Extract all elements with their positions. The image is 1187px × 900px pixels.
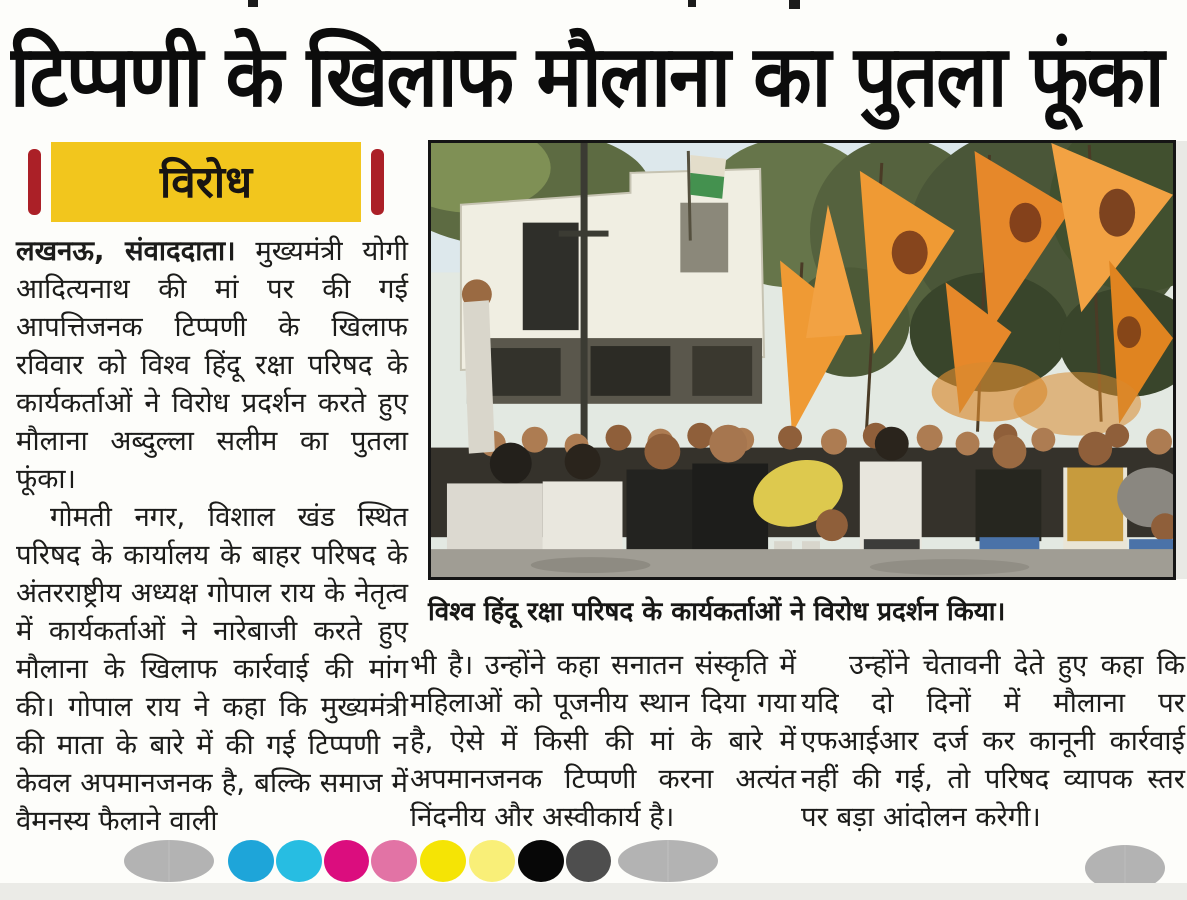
article-paragraph: गोमती नगर, विशाल खंड स्थित परिषद के कार्यालय के बाहर परिषद के अंतरराष्ट्रीय अध्यक्ष गोपाल राय के नेतृत्व में कार्यकर्ताओं ने नारेबाजी करते हुए मौलाना के खिलाफ कार्रवाई की मांग की। गोपाल राय ने कहा कि मुख्यमंत्री की माता के बारे में की गई टिप्पणी न केवल अपमानजनक है, बल्कि समाज में वैमनस्य फैलाने वाली bbox=[16, 501, 408, 837]
article-paragraph bbox=[16, 232, 408, 498]
badge-left-bar bbox=[28, 149, 41, 215]
badge-plate bbox=[51, 142, 361, 222]
photo-road bbox=[431, 549, 1173, 577]
badge-right-bar bbox=[371, 149, 384, 215]
paragraph-text: मुख्यमंत्री योगी आदित्यनाथ की मां पर की गई आपत्तिजनक टिप्पणी के खिलाफ रविवार को विश्व हिंदू रक्षा परिषद के कार्यकर्ताओं ने विरोध प्रदर्शन करते हुए मौलाना अब्दुल्ला सलीम का पुतला फूंका। bbox=[16, 235, 409, 495]
headline: टिप्पणी के खिलाफ मौलाना का पुतला फूंका bbox=[10, 26, 1163, 126]
photo-building bbox=[461, 169, 764, 404]
cropped-text-fragment bbox=[789, 0, 800, 9]
article-paragraph: भी है। उन्होंने कहा सनातन संस्कृति में महिलाओं को पूजनीय स्थान दिया गया है, ऐसे में किसी की मां के बारे में अपमानजनक टिप्पणी करना अत्यंत निंदनीय और अस्वीकार्य है। bbox=[410, 649, 796, 833]
cropped-text-fragment bbox=[688, 0, 696, 7]
registration-dot-cyan-dark bbox=[228, 840, 274, 882]
dateline: लखनऊ, संवाददाता। bbox=[16, 235, 236, 267]
badge-label: विरोध bbox=[159, 157, 253, 208]
protest-photo bbox=[428, 140, 1176, 580]
article-column-1 bbox=[16, 232, 408, 840]
registration-dot-pink bbox=[371, 840, 417, 882]
registration-dot-yellow bbox=[420, 840, 466, 882]
registration-dot-gray-wide-right bbox=[618, 840, 718, 882]
registration-dot-gray-wide-left bbox=[124, 840, 214, 882]
article-column-3 bbox=[801, 646, 1185, 836]
photo-margin-strip bbox=[1176, 141, 1187, 579]
article-paragraph: उन्होंने चेतावनी देते हुए कहा कि यदि दो दिनों में मौलाना पर एफआईआर दर्ज कर कानूनी कार्रवाई नहीं की गई, तो परिषद व्यापक स्तर पर बड़ा आंदोलन करेगी। bbox=[801, 649, 1185, 833]
registration-dot-magenta bbox=[324, 840, 369, 882]
registration-dot-yellow-light bbox=[469, 840, 515, 882]
bottom-band bbox=[0, 883, 1187, 900]
photo-caption: विश्व हिंदू रक्षा परिषद के कार्यकर्ताओं ने विरोध प्रदर्शन किया। bbox=[428, 597, 1006, 627]
registration-dot-gray-dark bbox=[566, 840, 611, 882]
registration-dot-cyan-light bbox=[276, 840, 322, 882]
registration-dot-black bbox=[518, 840, 564, 882]
cropped-text-fragment bbox=[248, 0, 258, 7]
section-badge bbox=[28, 142, 384, 222]
article-column-2 bbox=[410, 646, 796, 836]
protest-photo-illustration bbox=[431, 143, 1173, 577]
